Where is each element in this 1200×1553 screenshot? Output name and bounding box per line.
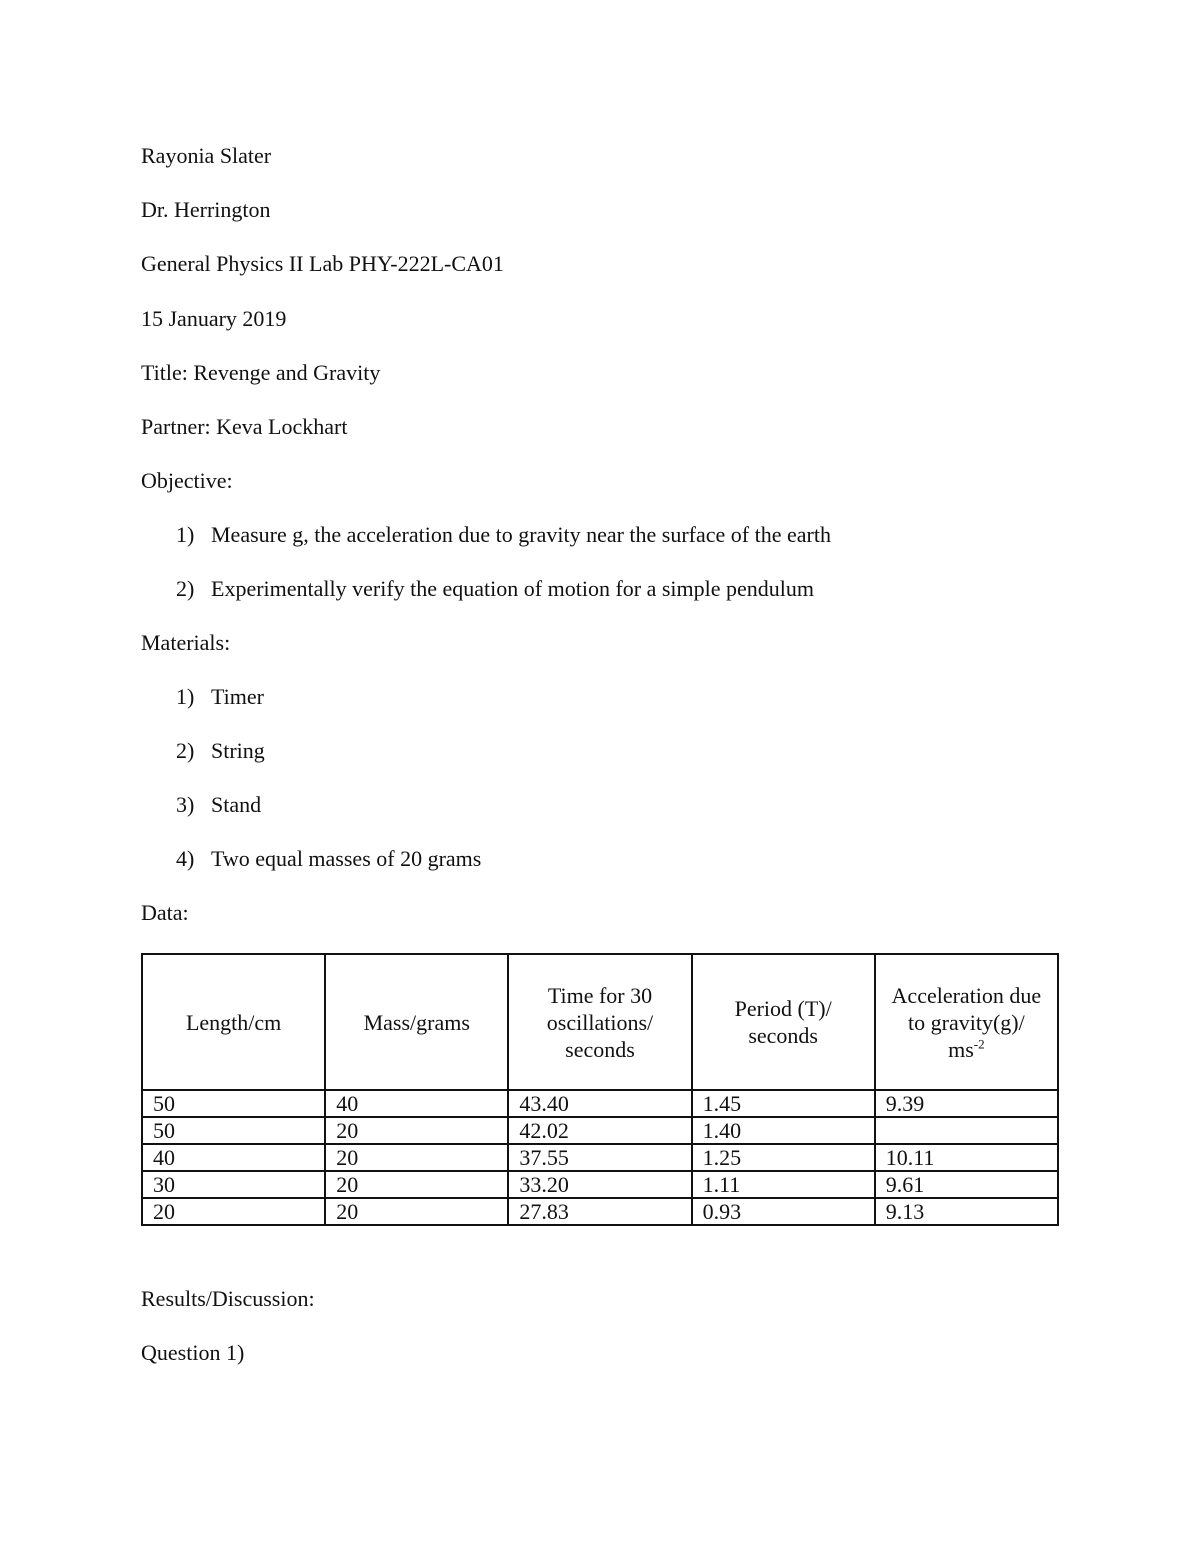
table-cell: 1.25 xyxy=(692,1144,875,1171)
table-cell: 50 xyxy=(142,1117,325,1144)
column-header-acceleration xyxy=(875,954,1058,1090)
results-heading: Results/Discussion: xyxy=(141,1286,315,1311)
table-cell: 1.45 xyxy=(692,1090,875,1117)
table-row xyxy=(142,1117,1058,1144)
table-cell: 10.11 xyxy=(875,1144,1058,1171)
report-title: Title: Revenge and Gravity xyxy=(141,360,381,385)
table-cell: 9.61 xyxy=(875,1171,1058,1198)
table-cell: 0.93 xyxy=(692,1198,875,1225)
list-text: String xyxy=(211,738,265,763)
table-cell: 20 xyxy=(325,1144,508,1171)
instructor-name: Dr. Herrington xyxy=(141,197,271,222)
list-number: 3) xyxy=(176,792,195,817)
table-row xyxy=(142,1090,1058,1117)
objective-item xyxy=(176,576,814,602)
table-cell: 30 xyxy=(142,1171,325,1198)
list-text: Measure g, the acceleration due to gravity near the surface of the earth xyxy=(211,522,831,547)
table-cell: 37.55 xyxy=(508,1144,691,1171)
header-text: Length/cm xyxy=(185,1009,282,1035)
header-text xyxy=(876,1036,1057,1063)
table-row xyxy=(142,1144,1058,1171)
objective-item xyxy=(176,522,831,548)
partner-name: Partner: Keva Lockhart xyxy=(141,414,348,439)
column-header-time xyxy=(508,954,691,1090)
table-cell: 42.02 xyxy=(508,1117,691,1144)
header-text: Acceleration due xyxy=(891,982,1042,1008)
list-text: Two equal masses of 20 grams xyxy=(211,846,482,871)
list-text: Timer xyxy=(211,684,264,709)
table-cell: 40 xyxy=(325,1090,508,1117)
header-text: oscillations/ xyxy=(546,1009,654,1035)
materials-heading: Materials: xyxy=(141,630,231,655)
table-cell: 50 xyxy=(142,1090,325,1117)
table-cell: 43.40 xyxy=(508,1090,691,1117)
table-cell: 1.40 xyxy=(692,1117,875,1144)
materials-item xyxy=(176,792,261,818)
header-text: Mass/grams xyxy=(363,1009,470,1035)
header-text: seconds xyxy=(748,1023,818,1048)
column-header-period xyxy=(692,954,875,1090)
table-header-row xyxy=(142,954,1058,1090)
unit-text: ms xyxy=(948,1036,974,1062)
question-label: Question 1) xyxy=(141,1340,245,1365)
table-cell: 27.83 xyxy=(508,1198,691,1225)
header-text: seconds xyxy=(565,1036,635,1062)
report-date: 15 January 2019 xyxy=(141,306,287,331)
table-cell: 20 xyxy=(325,1171,508,1198)
column-header-length xyxy=(142,954,325,1090)
table-cell: 1.11 xyxy=(692,1171,875,1198)
table-cell xyxy=(875,1117,1058,1144)
list-number: 1) xyxy=(176,522,195,547)
list-number: 2) xyxy=(176,738,195,763)
table-cell: 20 xyxy=(142,1198,325,1225)
header-text: Period (T)/ xyxy=(734,996,832,1021)
header-text: to gravity(g)/ xyxy=(908,1009,1025,1035)
list-number: 4) xyxy=(176,846,195,871)
table-cell: 9.39 xyxy=(875,1090,1058,1117)
materials-item xyxy=(176,684,264,710)
course-name: General Physics II Lab PHY-222L-CA01 xyxy=(141,251,504,276)
student-name: Rayonia Slater xyxy=(141,143,272,168)
list-text: Stand xyxy=(211,792,262,817)
objective-heading: Objective: xyxy=(141,468,233,493)
column-header-mass xyxy=(325,954,508,1090)
list-number: 1) xyxy=(176,684,195,709)
data-heading: Data: xyxy=(141,900,189,925)
data-table xyxy=(141,953,1059,1226)
table-cell: 9.13 xyxy=(875,1198,1058,1225)
unit-exponent: -2 xyxy=(973,1036,985,1052)
table-row xyxy=(142,1198,1058,1225)
header-text: Time for 30 xyxy=(547,982,653,1008)
materials-item xyxy=(176,738,265,764)
table-cell: 40 xyxy=(142,1144,325,1171)
list-text: Experimentally verify the equation of motion for a simple pendulum xyxy=(211,576,815,601)
materials-item xyxy=(176,846,481,872)
table-cell: 20 xyxy=(325,1198,508,1225)
table-cell: 33.20 xyxy=(508,1171,691,1198)
list-number: 2) xyxy=(176,576,195,601)
table-cell: 20 xyxy=(325,1117,508,1144)
table-row xyxy=(142,1171,1058,1198)
